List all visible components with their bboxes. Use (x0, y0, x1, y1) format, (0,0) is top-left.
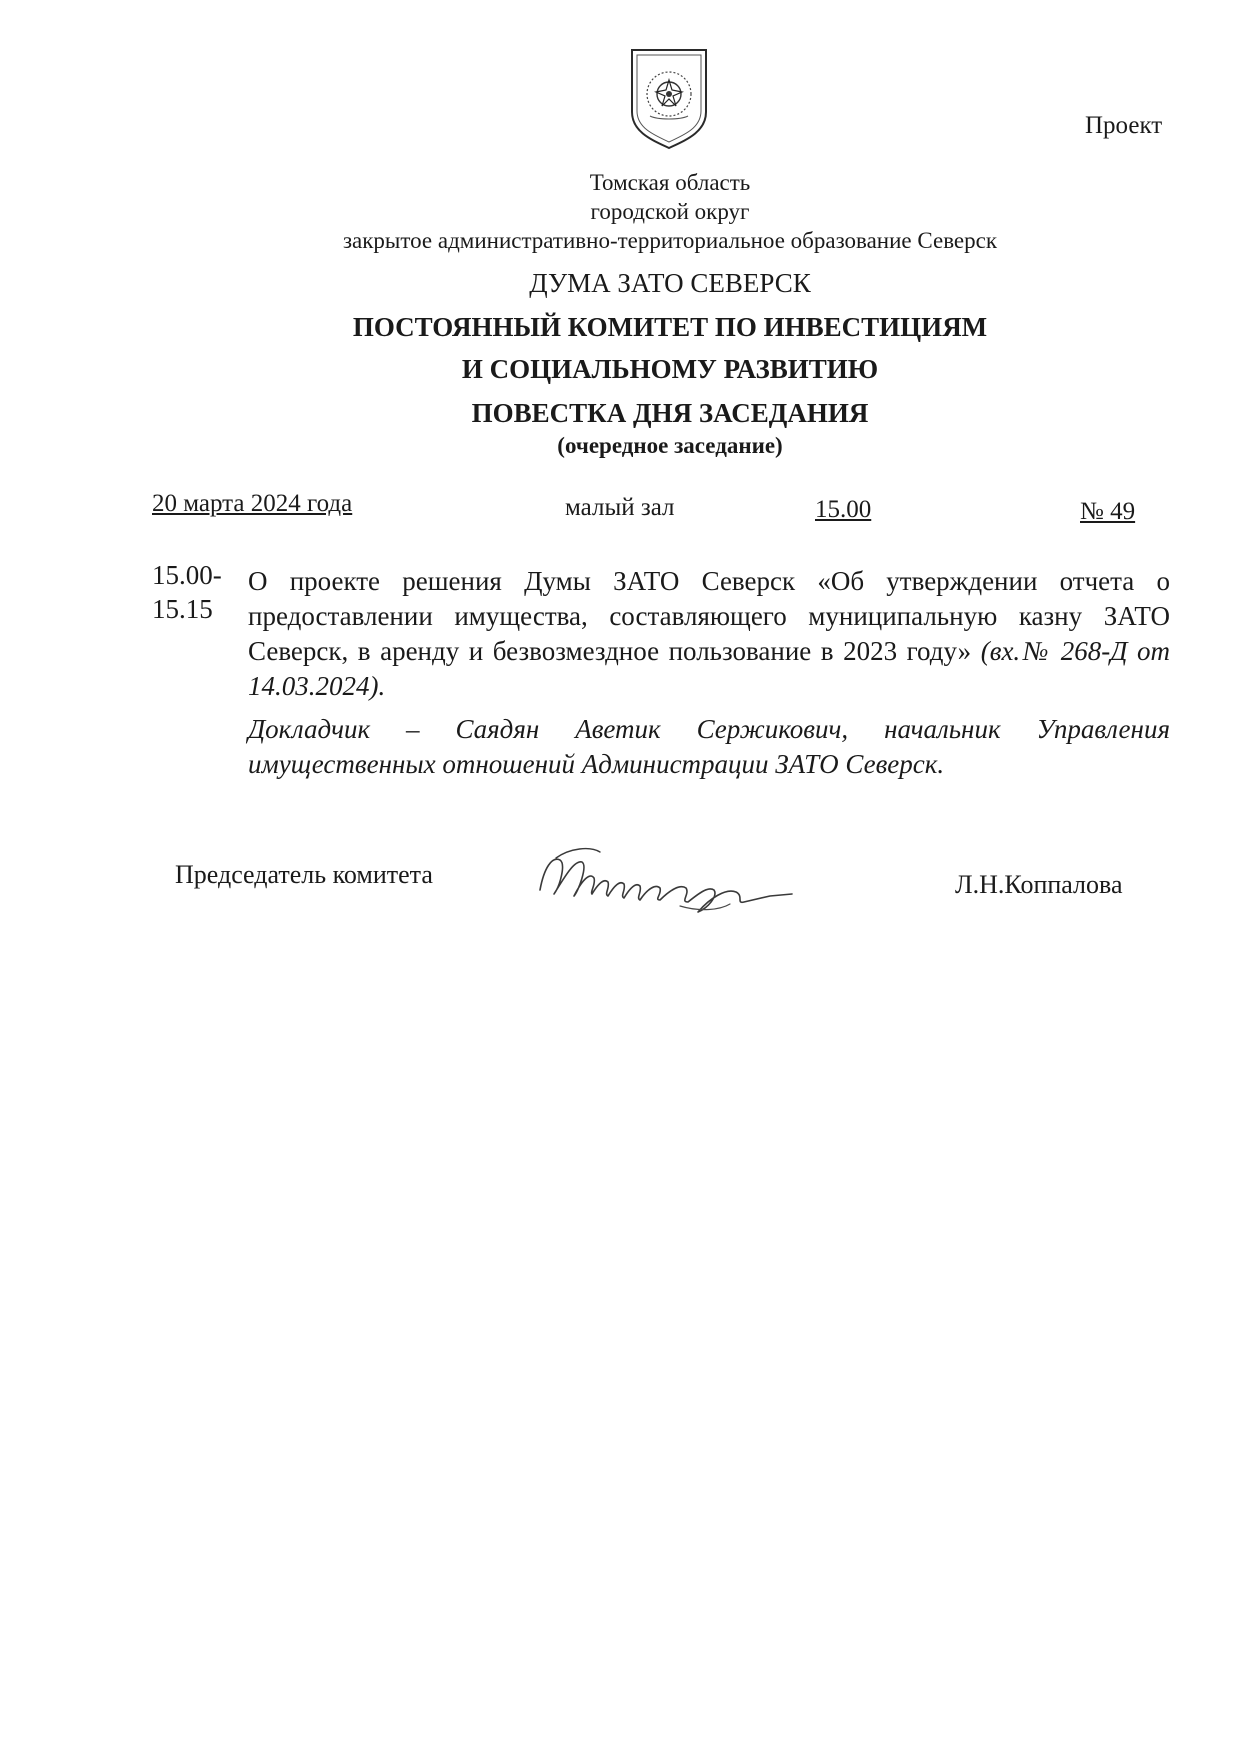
zato-name: закрытое административно-территориальное образование Северск (342, 228, 998, 253)
agenda-item-time (152, 558, 232, 626)
committee-title-line1: ПОСТОЯННЫЙ КОМИТЕТ ПО ИНВЕСТИЦИЯМ (352, 312, 988, 342)
agenda-item-text (248, 564, 1170, 704)
session-type: (очередное заседание) (557, 433, 783, 458)
agenda-item-speaker: Докладчик – Саядян Аветик Сержикович, начальник Управления имущественных отношений Администрации ЗАТО Северск. (248, 714, 1170, 779)
duma-name: ДУМА ЗАТО СЕВЕРСК (529, 268, 811, 298)
handwritten-signature (530, 838, 820, 918)
signatory-name: Л.Н.Коппалова (955, 870, 1123, 899)
meeting-number: № 49 (1080, 498, 1136, 525)
committee-title-line2: И СОЦИАЛЬНОМУ РАЗВИТИЮ (461, 354, 879, 384)
region-name: Томская область (589, 170, 751, 195)
meeting-time: 15.00 (815, 496, 872, 523)
agenda-title: ПОВЕСТКА ДНЯ ЗАСЕДАНИЯ (471, 398, 869, 428)
project-label: Проект (1085, 112, 1163, 139)
agenda-item-time-start: 15.00- (152, 560, 222, 590)
agenda-item-description: О проекте решения Думы ЗАТО Северск «Об утверждении отчета о предоставлении имущества, составляющего муниципальную казну ЗАТО Северск, в аренду и безвозмездное пользование в 2023 году» (248, 566, 1170, 666)
agenda-item-time-end: 15.15 (152, 594, 213, 624)
district-name: городской округ (590, 199, 750, 224)
meeting-date: 20 марта 2024 года (152, 490, 353, 517)
agenda-item-reference: (вх.№ 268-Д от 14.03.2024). (248, 636, 1170, 701)
coat-of-arms-icon (628, 46, 710, 150)
signatory-role: Председатель комитета (175, 860, 433, 889)
meeting-room: малый зал (565, 494, 675, 521)
